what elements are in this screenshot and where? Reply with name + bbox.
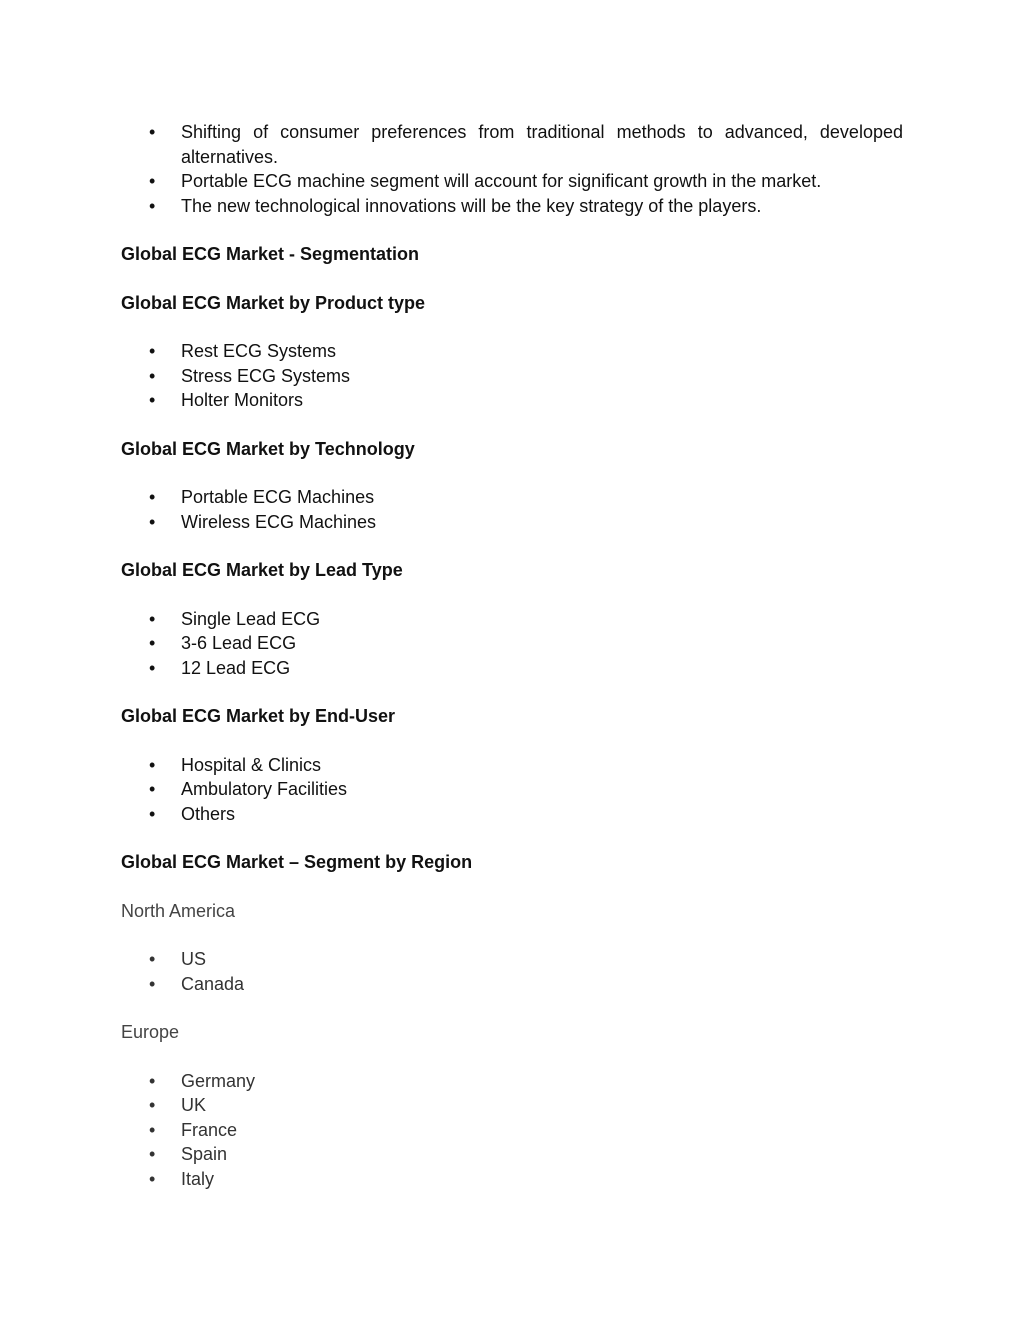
segmentation-title: Global ECG Market - Segmentation — [121, 244, 420, 264]
product-type-heading: Global ECG Market by Product type — [121, 292, 426, 313]
list-item — [121, 1093, 903, 1118]
list-item-text: Others — [181, 803, 236, 824]
bullet-icon: • — [149, 341, 156, 361]
bullet-icon: • — [149, 195, 156, 216]
list-item-text: Stress ECG Systems — [181, 365, 351, 386]
list-item-text: US — [181, 949, 207, 969]
bullet-icon: • — [149, 511, 156, 532]
bullet-icon: • — [149, 608, 156, 629]
region-north-america-label: North America — [121, 900, 236, 921]
bullet-icon: • — [149, 1144, 156, 1164]
list-item-text: Wireless ECG Machines — [181, 511, 377, 532]
list-item — [121, 510, 903, 535]
bullet-icon: • — [149, 803, 156, 824]
europe-list — [121, 1069, 903, 1192]
list-item-text: Shifting of consumer preferences from traditional methods to advanced, developed alternatives. — [181, 122, 903, 167]
intro-bullet-list — [121, 120, 903, 218]
list-item — [121, 1142, 903, 1167]
technology-list — [121, 485, 903, 534]
product-type-list — [121, 339, 903, 413]
lead-type-heading: Global ECG Market by Lead Type — [121, 560, 403, 580]
bullet-icon: • — [149, 657, 156, 678]
bullet-icon: • — [149, 949, 156, 969]
list-item — [121, 339, 903, 364]
list-item-text: Portable ECG Machines — [181, 487, 375, 507]
bullet-icon: • — [149, 122, 156, 142]
bullet-icon: • — [149, 633, 156, 653]
list-item-text: Rest ECG Systems — [181, 341, 337, 361]
bullet-icon: • — [149, 1070, 156, 1091]
list-item-text: Italy — [181, 1168, 215, 1189]
region-heading: Global ECG Market – Segment by Region — [121, 852, 473, 872]
list-item — [121, 947, 903, 972]
bullet-icon: • — [149, 973, 156, 994]
bullet-icon: • — [149, 390, 156, 410]
end-user-list — [121, 753, 903, 827]
list-item-text: Germany — [181, 1070, 256, 1091]
list-item-text: The new technological innovations will be the key strategy of the players. — [181, 195, 762, 216]
bullet-icon: • — [149, 171, 156, 191]
list-item — [121, 169, 903, 194]
list-item — [121, 802, 903, 827]
list-item — [121, 485, 903, 510]
list-item — [121, 656, 903, 681]
list-item — [121, 194, 903, 219]
list-item-text: Hospital & Clinics — [181, 754, 322, 775]
list-item-text: UK — [181, 1095, 207, 1115]
bullet-icon: • — [149, 754, 156, 775]
region-europe-label: Europe — [121, 1022, 180, 1042]
bullet-icon: • — [149, 779, 156, 799]
list-item — [121, 1167, 903, 1192]
list-item — [121, 388, 903, 413]
list-item-text: Ambulatory Facilities — [181, 779, 348, 799]
list-item — [121, 972, 903, 997]
list-item-text: Holter Monitors — [181, 390, 304, 410]
technology-heading: Global ECG Market by Technology — [121, 438, 415, 459]
list-item — [121, 753, 903, 778]
list-item-text: France — [181, 1119, 238, 1140]
north-america-list — [121, 947, 903, 996]
bullet-icon: • — [149, 487, 156, 507]
bullet-icon: • — [149, 1168, 156, 1189]
list-item — [121, 607, 903, 632]
list-item-text: Single Lead ECG — [181, 608, 321, 629]
list-item-text: 3-6 Lead ECG — [181, 633, 297, 653]
list-item-text: Spain — [181, 1144, 228, 1164]
list-item — [121, 777, 903, 802]
bullet-icon: • — [149, 1119, 156, 1140]
list-item-text: Portable ECG machine segment will account for significant growth in the market. — [181, 171, 822, 191]
list-item — [121, 1069, 903, 1094]
list-item-text: 12 Lead ECG — [181, 657, 291, 678]
list-item — [121, 120, 903, 169]
bullet-icon: • — [149, 365, 156, 386]
document-page — [121, 120, 903, 1191]
list-item-text: Canada — [181, 973, 245, 994]
lead-type-list — [121, 607, 903, 681]
bullet-icon: • — [149, 1095, 156, 1115]
list-item — [121, 631, 903, 656]
list-item — [121, 364, 903, 389]
end-user-heading: Global ECG Market by End-User — [121, 706, 396, 726]
list-item — [121, 1118, 903, 1143]
